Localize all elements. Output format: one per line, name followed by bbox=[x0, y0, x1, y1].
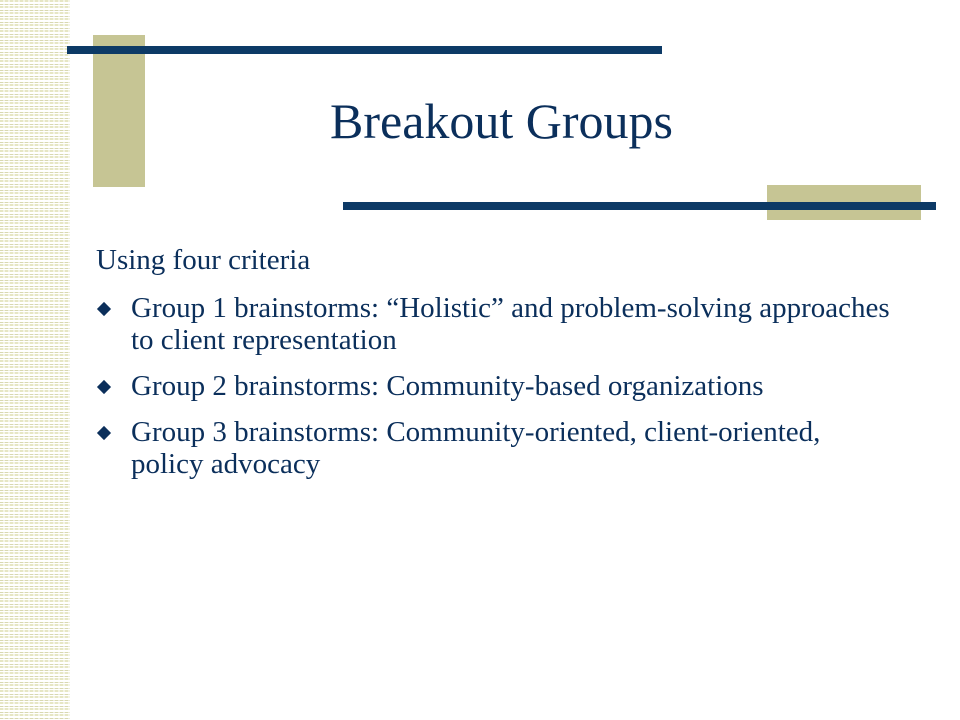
diamond-bullet-icon bbox=[97, 380, 111, 394]
decorative-block-top-left bbox=[93, 35, 145, 187]
bullet-text: Group 1 brainstorms: “Holistic” and problem-solving approaches to client representation bbox=[131, 292, 890, 356]
bullet-list bbox=[96, 292, 896, 480]
decorative-stripe-band bbox=[0, 0, 70, 720]
intro-text: Using four criteria bbox=[96, 244, 311, 276]
bullet-item bbox=[96, 292, 896, 356]
decorative-line-bottom bbox=[343, 202, 936, 210]
bullet-text: Group 3 brainstorms: Community-oriented, client-oriented, policy advocacy bbox=[131, 416, 821, 480]
slide-content bbox=[96, 244, 896, 494]
slide-title: Breakout Groups bbox=[330, 93, 673, 149]
bullet-item bbox=[96, 370, 896, 402]
bullet-item bbox=[96, 416, 896, 480]
diamond-bullet-icon bbox=[97, 426, 111, 440]
decorative-line-top bbox=[67, 46, 662, 54]
bullet-text: Group 2 brainstorms: Community-based organizations bbox=[131, 370, 764, 402]
diamond-bullet-icon bbox=[97, 302, 111, 316]
